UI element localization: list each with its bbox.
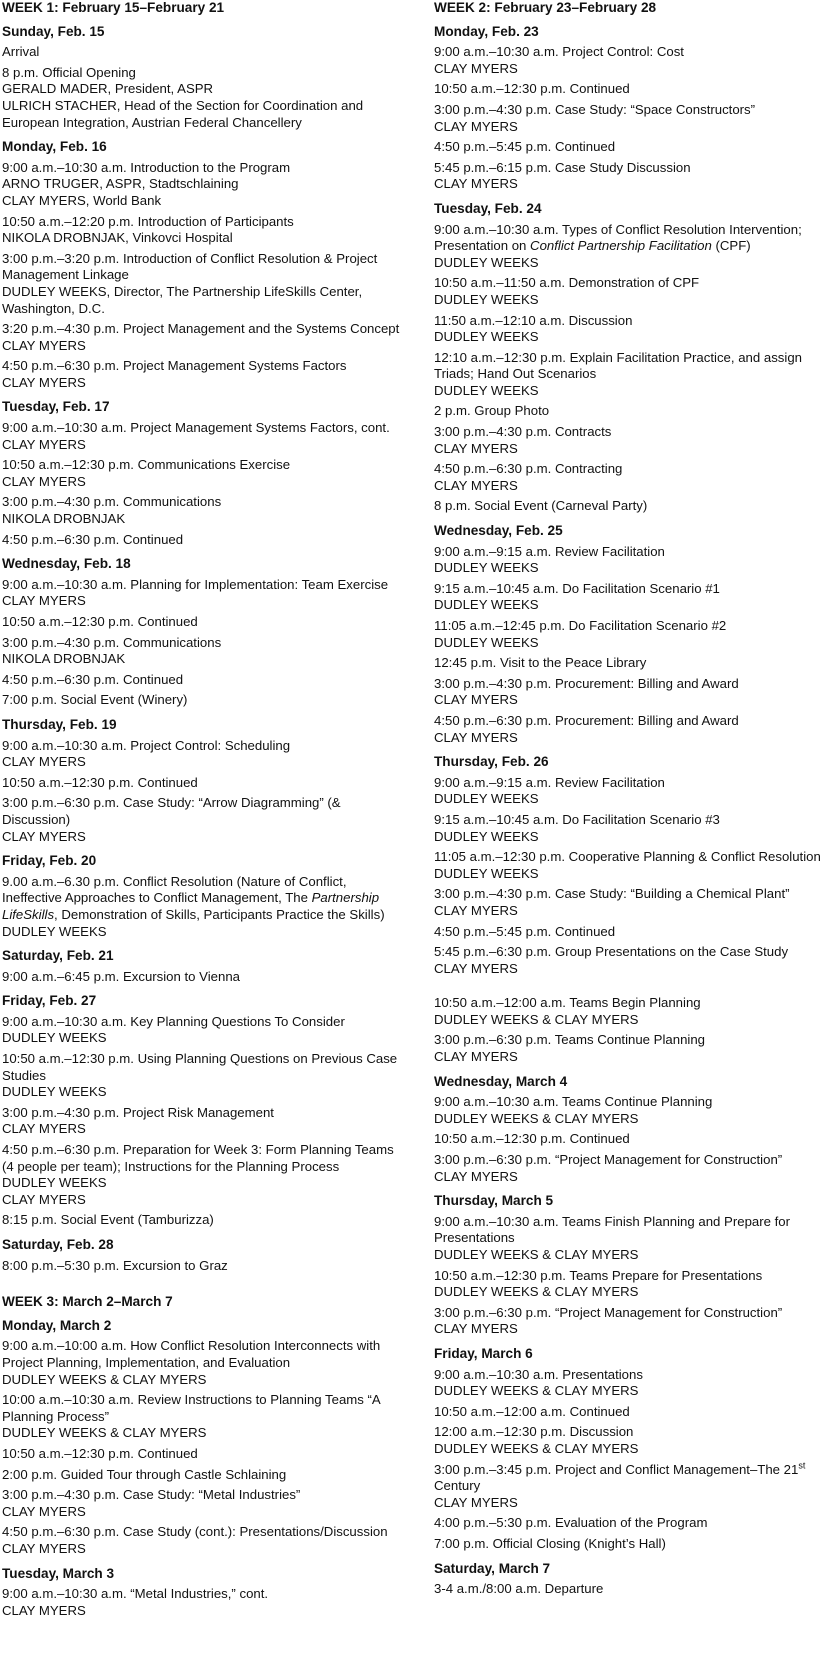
day-section-thursday-feb-26 bbox=[434, 754, 836, 977]
day-heading: Thursday, Feb. 19 bbox=[2, 716, 117, 732]
day-section-wednesday-march-4 bbox=[434, 1074, 836, 1186]
day-section-saturday-march-7 bbox=[434, 1561, 836, 1598]
entry-detail-line: Ineffective Approaches to Conflict Management, The Partnership bbox=[2, 890, 380, 906]
day-section-friday-feb-27 bbox=[2, 993, 412, 1229]
day-heading: Wednesday, Feb. 25 bbox=[434, 523, 563, 539]
entry-time-title: 7:00 p.m. Official Closing (Knight’s Hall) bbox=[434, 1535, 666, 1551]
schedule-entry bbox=[2, 577, 412, 610]
schedule-entry bbox=[2, 494, 412, 527]
entry-time-title: 3:20 p.m.–4:30 p.m. Project Management and the Systems Concept bbox=[2, 321, 400, 337]
entry-detail-line: CLAY MYERS bbox=[434, 729, 518, 745]
schedule-entry bbox=[434, 812, 836, 845]
schedule-entry bbox=[2, 795, 412, 845]
day-section-saturday-feb-28 bbox=[2, 1237, 412, 1274]
schedule-entry bbox=[434, 544, 836, 577]
entry-detail-line: Century bbox=[434, 1478, 481, 1494]
week-spacer bbox=[2, 1282, 412, 1294]
entry-time-title: 3:00 p.m.–4:30 p.m. Communications bbox=[2, 634, 222, 650]
entry-detail-line: Studies bbox=[2, 1067, 46, 1083]
entry-time-title: 4:00 p.m.–5:30 p.m. Evaluation of the Program bbox=[434, 1515, 708, 1531]
schedule-entry bbox=[434, 1581, 836, 1598]
entry-time-title: 9:15 a.m.–10:45 a.m. Do Facilitation Scenario #1 bbox=[434, 580, 720, 596]
day-section-monday-feb-16 bbox=[2, 139, 412, 391]
entry-detail-line: Discussion) bbox=[2, 811, 71, 827]
entry-detail-line: DUDLEY WEEKS bbox=[2, 923, 107, 939]
schedule-entry bbox=[434, 1367, 836, 1400]
entry-time-title: 12:00 a.m.–12:30 p.m. Discussion bbox=[434, 1424, 634, 1440]
entry-detail-line: CLAY MYERS bbox=[434, 1494, 518, 1510]
entry-time-title: Arrival bbox=[2, 44, 40, 60]
schedule-entry bbox=[434, 81, 836, 98]
entry-time-title: 2 p.m. Group Photo bbox=[434, 403, 550, 419]
schedule-entry bbox=[434, 1214, 836, 1264]
entry-time-title: 10:00 a.m.–10:30 a.m. Review Instructions to Planning Teams “A bbox=[2, 1392, 381, 1408]
schedule-entry bbox=[434, 350, 836, 400]
day-heading: Tuesday, Feb. 24 bbox=[434, 200, 542, 216]
entry-time-title: 4:50 p.m.–6:30 p.m. Contracting bbox=[434, 461, 623, 477]
entry-detail-line: CLAY MYERS bbox=[2, 593, 86, 609]
day-heading: Monday, Feb. 16 bbox=[2, 139, 107, 155]
schedule-entry bbox=[2, 420, 412, 453]
entry-detail-line: GERALD MADER, President, ASPR bbox=[2, 81, 214, 97]
entry-time-title: 9:15 a.m.–10:45 a.m. Do Facilitation Scenario #3 bbox=[434, 811, 720, 827]
day-heading: Thursday, Feb. 26 bbox=[434, 754, 549, 770]
entry-time-title: 4:50 p.m.–5:45 p.m. Continued bbox=[434, 923, 616, 939]
entry-detail-line: DUDLEY WEEKS bbox=[2, 1175, 107, 1191]
entry-detail-line: CLAY MYERS bbox=[2, 1121, 86, 1137]
entry-detail-line: DUDLEY WEEKS bbox=[434, 329, 539, 345]
day-heading: Tuesday, March 3 bbox=[2, 1565, 115, 1581]
entry-detail-line: CLAY MYERS bbox=[434, 1168, 518, 1184]
entry-detail-line: DUDLEY WEEKS & CLAY MYERS bbox=[434, 1440, 639, 1456]
entry-detail-line: CLAY MYERS bbox=[434, 118, 518, 134]
schedule-entry bbox=[434, 498, 836, 515]
entry-detail-line: Project Planning, Implementation, and Evaluation bbox=[2, 1354, 291, 1370]
entry-time-title: 10:50 a.m.–12:00 a.m. Teams Begin Planning bbox=[434, 995, 701, 1011]
entry-detail-line: CLAY MYERS bbox=[2, 1503, 86, 1519]
entry-time-title: 4:50 p.m.–6:30 p.m. Preparation for Week 3: Form Planning Teams bbox=[2, 1142, 394, 1158]
entry-time-title: 4:50 p.m.–6:30 p.m. Project Management Systems Factors bbox=[2, 358, 347, 374]
schedule-entry bbox=[434, 160, 836, 193]
schedule-entry bbox=[434, 403, 836, 420]
section-gap bbox=[434, 985, 836, 995]
entry-time-title: 3:00 p.m.–4:30 p.m. Case Study: “Space Constructors” bbox=[434, 101, 756, 117]
entry-detail-line: CLAY MYERS bbox=[434, 960, 518, 976]
entry-time-title: 9:00 a.m.–10:30 a.m. Project Control: Cost bbox=[434, 44, 684, 60]
entry-time-title: 10:50 a.m.–12:30 p.m. Using Planning Questions on Previous Case bbox=[2, 1051, 398, 1067]
entry-detail-line: DUDLEY WEEKS bbox=[434, 597, 539, 613]
day-section-saturday-feb-21 bbox=[2, 948, 412, 985]
entry-detail-line: European Integration, Austrian Federal Chancellery bbox=[2, 114, 302, 130]
entry-detail-line: DUDLEY WEEKS & CLAY MYERS bbox=[2, 1371, 207, 1387]
week-heading: WEEK 1: February 15–February 21 bbox=[2, 0, 225, 15]
entry-time-title: 9:00 a.m.–10:30 a.m. Presentations bbox=[434, 1366, 643, 1382]
entry-time-title: 8:15 p.m. Social Event (Tamburizza) bbox=[2, 1212, 214, 1228]
entry-detail-line: ARNO TRUGER, ASPR, Stadtschlaining bbox=[2, 176, 239, 192]
day-heading: Friday, March 6 bbox=[434, 1345, 533, 1361]
entry-time-title: 9:00 a.m.–10:30 a.m. Project Control: Scheduling bbox=[2, 737, 291, 753]
schedule-entry bbox=[434, 222, 836, 272]
entry-time-title: 10:50 a.m.–12:30 p.m. Teams Prepare for Presentations bbox=[434, 1267, 763, 1283]
schedule-entry bbox=[2, 1467, 412, 1484]
entry-time-title: 10:50 a.m.–11:50 a.m. Demonstration of CPF bbox=[434, 275, 700, 291]
entry-time-title: 12:10 a.m.–12:30 p.m. Explain Facilitation Practice, and assign bbox=[434, 349, 802, 365]
entry-time-title: 9:00 a.m.–6:45 p.m. Excursion to Vienna bbox=[2, 968, 241, 984]
entry-detail-line: CLAY MYERS bbox=[2, 828, 86, 844]
schedule-entry bbox=[434, 44, 836, 77]
schedule-entry bbox=[2, 672, 412, 689]
entry-detail-line: CLAY MYERS bbox=[434, 176, 518, 192]
schedule-entry bbox=[2, 635, 412, 668]
day-section-friday-march-6 bbox=[434, 1346, 836, 1553]
day-section-friday-feb-20 bbox=[2, 853, 412, 940]
schedule-entry bbox=[434, 581, 836, 614]
entry-time-title: 3:00 p.m.–6:30 p.m. Case Study: “Arrow Diagramming” (& bbox=[2, 795, 341, 811]
entry-time-title: 4:50 p.m.–5:45 p.m. Continued bbox=[434, 139, 616, 155]
entry-time-title: 10:50 a.m.–12:20 p.m. Introduction of Participants bbox=[2, 213, 294, 229]
schedule-entry bbox=[2, 251, 412, 317]
entry-detail-line: DUDLEY WEEKS bbox=[2, 1030, 107, 1046]
entry-time-title: 10:50 a.m.–12:30 p.m. Continued bbox=[434, 1131, 630, 1147]
entry-time-title: 9:00 a.m.–10:30 a.m. Planning for Implementation: Team Exercise bbox=[2, 576, 389, 592]
entry-detail-line: NIKOLA DROBNJAK bbox=[2, 511, 126, 527]
schedule-entry bbox=[434, 1462, 836, 1512]
entry-detail-line: Planning Process” bbox=[2, 1408, 110, 1424]
entry-time-title: 7:00 p.m. Social Event (Winery) bbox=[2, 692, 188, 708]
schedule-entry bbox=[434, 995, 836, 1028]
day-heading: Friday, Feb. 27 bbox=[2, 993, 97, 1009]
entry-detail-line: CLAY MYERS bbox=[2, 473, 86, 489]
entry-detail-line: DUDLEY WEEKS bbox=[434, 791, 539, 807]
entry-time-title: 9:00 a.m.–9:15 a.m. Review Facilitation bbox=[434, 543, 665, 559]
entry-time-title: 11:50 a.m.–12:10 a.m. Discussion bbox=[434, 312, 633, 328]
schedule-entry bbox=[2, 1014, 412, 1047]
entry-time-title: 10:50 a.m.–12:30 p.m. Continued bbox=[434, 81, 630, 97]
entry-time-title: 4:50 p.m.–6:30 p.m. Procurement: Billing and Award bbox=[434, 712, 739, 728]
entry-time-title: 3:00 p.m.–6:30 p.m. Teams Continue Planning bbox=[434, 1032, 705, 1048]
schedule-entry bbox=[2, 1212, 412, 1229]
entry-time-title: 3:00 p.m.–4:30 p.m. Contracts bbox=[434, 424, 612, 440]
day-heading: Wednesday, March 4 bbox=[434, 1073, 568, 1089]
schedule-entry bbox=[2, 874, 412, 940]
schedule-column-left bbox=[2, 0, 412, 1627]
entry-detail-line: DUDLEY WEEKS & CLAY MYERS bbox=[434, 1110, 639, 1126]
schedule-entry bbox=[434, 1268, 836, 1301]
entry-detail-line: CLAY MYERS bbox=[434, 902, 518, 918]
entry-time-title: 3:00 p.m.–4:30 p.m. Procurement: Billing and Award bbox=[434, 675, 739, 691]
schedule-entry bbox=[2, 775, 412, 792]
entry-time-title: 4:50 p.m.–6:30 p.m. Continued bbox=[2, 671, 184, 687]
entry-detail-line: CLAY MYERS, World Bank bbox=[2, 192, 162, 208]
entry-detail-line: CLAY MYERS bbox=[434, 1321, 518, 1337]
entry-time-title: 3:00 p.m.–4:30 p.m. Communications bbox=[2, 494, 222, 510]
entry-time-title: 8 p.m. Official Opening bbox=[2, 64, 136, 80]
day-heading: Thursday, March 5 bbox=[434, 1193, 554, 1209]
entry-time-title: 3:00 p.m.–4:30 p.m. Case Study: “Metal Industries” bbox=[2, 1487, 301, 1503]
schedule-entry bbox=[434, 1094, 836, 1127]
day-section-tuesday-feb-17 bbox=[2, 399, 412, 548]
schedule-entry bbox=[434, 102, 836, 135]
entry-detail-line: DUDLEY WEEKS & CLAY MYERS bbox=[434, 1011, 639, 1027]
schedule-entry bbox=[434, 944, 836, 977]
entry-time-title: 2:00 p.m. Guided Tour through Castle Schlaining bbox=[2, 1466, 287, 1482]
schedule-entry bbox=[434, 849, 836, 882]
day-section-wednesday-feb-18 bbox=[2, 556, 412, 709]
entry-detail-line: CLAY MYERS bbox=[2, 1602, 86, 1618]
entry-detail-line: DUDLEY WEEKS, Director, The Partnership LifeSkills Center, bbox=[2, 283, 363, 299]
day-section-tuesday-feb-24 bbox=[434, 201, 836, 515]
day-section-untitled bbox=[434, 995, 836, 1065]
entry-time-title: 4:50 p.m.–6:30 p.m. Continued bbox=[2, 531, 184, 547]
entry-detail-line: CLAY MYERS bbox=[2, 337, 86, 353]
entry-time-title: 9:00 a.m.–10:30 a.m. Key Planning Questions To Consider bbox=[2, 1013, 345, 1029]
entry-time-title: 10:50 a.m.–12:30 p.m. Continued bbox=[2, 774, 198, 790]
entry-time-title: 9:00 a.m.–10:00 a.m. How Conflict Resolution Interconnects with bbox=[2, 1338, 381, 1354]
entry-time-title: 3:00 p.m.–4:30 p.m. Case Study: “Building a Chemical Plant” bbox=[434, 886, 790, 902]
schedule-entry bbox=[2, 457, 412, 490]
entry-time-title: 9:00 a.m.–10:30 a.m. Teams Continue Planning bbox=[434, 1094, 713, 1110]
schedule-entry bbox=[434, 1152, 836, 1185]
entry-detail-line: (4 people per team); Instructions for the Planning Process bbox=[2, 1158, 340, 1174]
schedule-entry bbox=[2, 1586, 412, 1619]
entry-detail-line: DUDLEY WEEKS bbox=[434, 254, 539, 270]
entry-time-title: 3:00 p.m.–3:20 p.m. Introduction of Conflict Resolution & Project bbox=[2, 250, 378, 266]
schedule-entry bbox=[434, 676, 836, 709]
day-heading: Saturday, Feb. 21 bbox=[2, 948, 114, 964]
schedule-entry bbox=[2, 321, 412, 354]
entry-detail-line: Triads; Hand Out Scenarios bbox=[434, 366, 597, 382]
entry-detail-line: CLAY MYERS bbox=[434, 440, 518, 456]
schedule-entry bbox=[434, 924, 836, 941]
entry-time-title: 3:00 p.m.–3:45 p.m. Project and Conflict Management–The 21st bbox=[434, 1460, 806, 1477]
schedule-entry bbox=[434, 313, 836, 346]
schedule-entry bbox=[434, 655, 836, 672]
entry-detail-line: CLAY MYERS bbox=[2, 374, 86, 390]
entry-time-title: 5:45 p.m.–6:30 p.m. Group Presentations on the Case Study bbox=[434, 944, 789, 960]
schedule-entry bbox=[2, 614, 412, 631]
week-heading: WEEK 2: February 23–February 28 bbox=[434, 0, 657, 15]
entry-detail-line: CLAY MYERS bbox=[434, 477, 518, 493]
schedule-entry bbox=[2, 1051, 412, 1101]
schedule-entry bbox=[2, 969, 412, 986]
entry-detail-line: DUDLEY WEEKS & CLAY MYERS bbox=[2, 1425, 207, 1441]
entry-time-title: 3-4 a.m./8:00 a.m. Departure bbox=[434, 1581, 604, 1597]
schedule-entry bbox=[434, 1131, 836, 1148]
entry-time-title: 10:50 a.m.–12:30 p.m. Communications Exercise bbox=[2, 457, 291, 473]
entry-detail-line: CLAY MYERS bbox=[434, 1049, 518, 1065]
schedule-entry bbox=[434, 1424, 836, 1457]
entry-detail-line: Presentation on Conflict Partnership Facilitation (CPF) bbox=[434, 238, 751, 254]
day-heading: Saturday, Feb. 28 bbox=[2, 1237, 114, 1252]
entry-detail-line: DUDLEY WEEKS & CLAY MYERS bbox=[434, 1284, 639, 1300]
entry-time-title: 8 p.m. Social Event (Carneval Party) bbox=[434, 498, 648, 514]
entry-time-title: 9:00 a.m.–10:30 a.m. Introduction to the Program bbox=[2, 159, 291, 175]
schedule-entry bbox=[434, 1515, 836, 1532]
day-heading: Friday, Feb. 20 bbox=[2, 853, 97, 869]
entry-time-title: 3:00 p.m.–6:30 p.m. “Project Management for Construction” bbox=[434, 1304, 783, 1320]
schedule-entry bbox=[2, 44, 412, 61]
entry-time-title: 8:00 p.m.–5:30 p.m. Excursion to Graz bbox=[2, 1257, 228, 1273]
entry-detail-line: DUDLEY WEEKS & CLAY MYERS bbox=[434, 1247, 639, 1262]
day-section-wednesday-feb-25 bbox=[434, 523, 836, 746]
entry-detail-line: Washington, D.C. bbox=[2, 300, 105, 316]
schedule-entry bbox=[2, 738, 412, 771]
day-section-monday-march-2 bbox=[2, 1318, 412, 1558]
entry-detail-line: Presentations bbox=[434, 1230, 515, 1246]
schedule-entry bbox=[434, 1536, 836, 1553]
entry-detail-line: ULRICH STACHER, Head of the Section for Coordination and bbox=[2, 97, 364, 113]
entry-time-title: 9:00 a.m.–9:15 a.m. Review Facilitation bbox=[434, 774, 665, 790]
entry-detail-line: DUDLEY WEEKS bbox=[434, 865, 539, 881]
day-section-sunday-feb-15 bbox=[2, 24, 412, 132]
schedule-entry bbox=[2, 1142, 412, 1208]
entry-detail-line: DUDLEY WEEKS & CLAY MYERS bbox=[434, 1383, 639, 1399]
schedule-entry bbox=[2, 1105, 412, 1138]
schedule-entry bbox=[434, 1032, 836, 1065]
entry-detail-line: CLAY MYERS bbox=[434, 60, 518, 76]
entry-time-title: 10:50 a.m.–12:30 p.m. Continued bbox=[2, 1445, 198, 1461]
schedule-entry bbox=[434, 886, 836, 919]
entry-time-title: 5:45 p.m.–6:15 p.m. Case Study Discussion bbox=[434, 159, 691, 175]
schedule-entry bbox=[2, 1258, 412, 1275]
entry-detail-line: DUDLEY WEEKS bbox=[434, 291, 539, 307]
week-heading: WEEK 3: March 2–March 7 bbox=[2, 1294, 173, 1310]
day-heading: Saturday, March 7 bbox=[434, 1560, 551, 1576]
day-heading: Wednesday, Feb. 18 bbox=[2, 556, 131, 572]
entry-time-title: 11:05 a.m.–12:45 p.m. Do Facilitation Scenario #2 bbox=[434, 618, 727, 633]
schedule-entry bbox=[2, 1487, 412, 1520]
entry-detail-line: NIKOLA DROBNJAK bbox=[2, 651, 126, 667]
entry-detail-line: DUDLEY WEEKS bbox=[434, 828, 539, 844]
schedule-entry bbox=[434, 461, 836, 494]
day-section-tuesday-march-3 bbox=[2, 1566, 412, 1620]
day-section-thursday-feb-19 bbox=[2, 717, 412, 845]
entry-time-title: 3:00 p.m.–6:30 p.m. “Project Management for Construction” bbox=[434, 1152, 783, 1168]
schedule-entry bbox=[434, 713, 836, 746]
schedule-entry bbox=[434, 1305, 836, 1338]
entry-time-title: 9:00 a.m.–10:30 a.m. Project Management Systems Factors, cont. bbox=[2, 420, 390, 436]
entry-detail-line: DUDLEY WEEKS bbox=[2, 1084, 107, 1100]
schedule-entry bbox=[434, 424, 836, 457]
entry-detail-line: DUDLEY WEEKS bbox=[434, 560, 539, 576]
entry-time-title: 9:00 a.m.–10:30 a.m. Teams Finish Planning and Prepare for bbox=[434, 1213, 791, 1229]
schedule-entry bbox=[2, 358, 412, 391]
entry-time-title: 11:05 a.m.–12:30 p.m. Cooperative Planning & Conflict Resolution bbox=[434, 849, 821, 865]
day-section-thursday-march-5 bbox=[434, 1193, 836, 1338]
day-heading: Sunday, Feb. 15 bbox=[2, 23, 105, 39]
schedule-entry bbox=[2, 532, 412, 549]
entry-detail-line: LifeSkills, Demonstration of Skills, Participants Practice the Skills) bbox=[2, 906, 385, 922]
schedule-entry bbox=[2, 1446, 412, 1463]
schedule-entry bbox=[2, 1392, 412, 1442]
schedule-entry bbox=[434, 618, 836, 651]
schedule-entry bbox=[434, 275, 836, 308]
entry-time-title: 9:00 a.m.–10:30 a.m. “Metal Industries,” cont. bbox=[2, 1586, 269, 1602]
entry-detail-line: CLAY MYERS bbox=[2, 1540, 86, 1556]
schedule-entry bbox=[2, 1338, 412, 1388]
entry-detail-line: Management Linkage bbox=[2, 267, 129, 283]
schedule-entry bbox=[2, 160, 412, 210]
entry-time-title: 9.00 a.m.–6.30 p.m. Conflict Resolution (Nature of Conflict, bbox=[2, 873, 347, 889]
entry-detail-line: CLAY MYERS bbox=[434, 692, 518, 708]
day-heading: Tuesday, Feb. 17 bbox=[2, 399, 110, 415]
entry-time-title: 10:50 a.m.–12:30 p.m. Continued bbox=[2, 614, 198, 629]
entry-detail-line: CLAY MYERS bbox=[2, 754, 86, 770]
entry-time-title: 9:00 a.m.–10:30 a.m. Types of Conflict Resolution Intervention; bbox=[434, 221, 802, 237]
entry-detail-line: CLAY MYERS bbox=[2, 1191, 86, 1207]
schedule-entry bbox=[2, 1524, 412, 1557]
schedule-entry bbox=[2, 65, 412, 131]
entry-detail-line: DUDLEY WEEKS bbox=[434, 382, 539, 398]
entry-time-title: 12:45 p.m. Visit to the Peace Library bbox=[434, 655, 647, 671]
schedule-entry bbox=[434, 775, 836, 808]
entry-detail-line: NIKOLA DROBNJAK, Vinkovci Hospital bbox=[2, 230, 233, 246]
schedule-entry bbox=[2, 692, 412, 709]
schedule-entry bbox=[434, 139, 836, 156]
schedule-entry bbox=[434, 1404, 836, 1421]
entry-time-title: 4:50 p.m.–6:30 p.m. Case Study (cont.): Presentations/Discussion bbox=[2, 1524, 388, 1540]
schedule-entry bbox=[2, 214, 412, 247]
day-heading: Monday, March 2 bbox=[2, 1317, 112, 1333]
entry-time-title: 3:00 p.m.–4:30 p.m. Project Risk Management bbox=[2, 1104, 274, 1120]
entry-time-title: 10:50 a.m.–12:00 a.m. Continued bbox=[434, 1403, 630, 1419]
entry-detail-line: DUDLEY WEEKS bbox=[434, 634, 539, 650]
entry-detail-line: CLAY MYERS bbox=[2, 436, 86, 452]
day-heading: Monday, Feb. 23 bbox=[434, 23, 539, 39]
day-section-monday-feb-23 bbox=[434, 24, 836, 193]
schedule-column-right bbox=[434, 0, 836, 1606]
